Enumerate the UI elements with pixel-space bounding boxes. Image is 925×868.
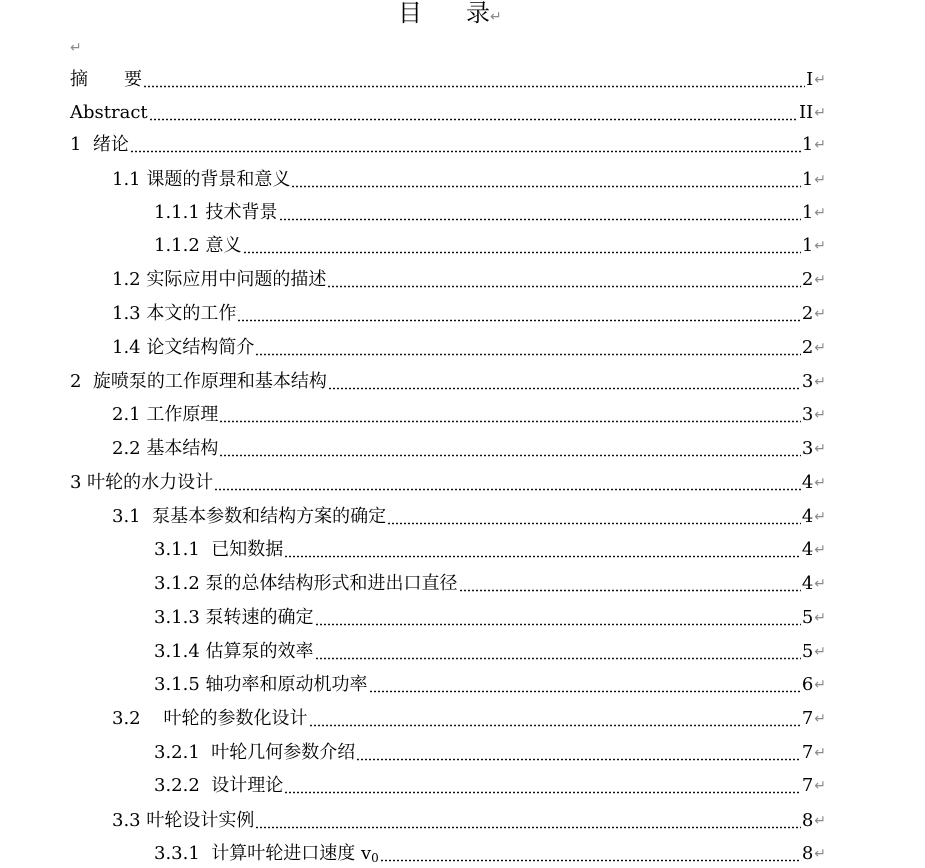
toc-leader xyxy=(143,66,805,94)
paragraph-mark-icon: ↵ xyxy=(814,542,826,558)
toc-entry-2-1[interactable] xyxy=(112,401,826,429)
toc-entry-label: 1.2 实际应用中问题的描述 xyxy=(112,269,327,290)
toc-page-number: 7 xyxy=(801,708,814,729)
paragraph-mark-icon: ↵ xyxy=(814,374,826,390)
paragraph-mark-icon: ↵ xyxy=(814,509,826,525)
toc-entry-3-1-5[interactable] xyxy=(154,671,826,699)
toc-entry-label: 3.1 泵基本参数和结构方案的确定 xyxy=(112,506,387,527)
toc-leader xyxy=(219,435,800,463)
toc-entry-label: 3.1.2 泵的总体结构形式和进出口直径 xyxy=(154,573,458,594)
paragraph-mark-icon: ↵ xyxy=(814,272,826,288)
toc-page-number: 1 xyxy=(801,169,814,190)
toc-entry-label: 2.2 基本结构 xyxy=(112,438,219,459)
toc-entry-3-2-1[interactable] xyxy=(154,739,826,767)
toc-entry-1-1-1[interactable] xyxy=(154,199,826,227)
toc-page-number: 7 xyxy=(801,775,814,796)
paragraph-mark-icon: ↵ xyxy=(814,205,826,221)
toc-entry-label: 3.2 叶轮的参数化设计 xyxy=(112,708,308,729)
subscript: 0 xyxy=(371,851,379,865)
toc-leader xyxy=(315,604,801,632)
toc-page-number: 2 xyxy=(801,303,814,324)
toc-entry-3-3-1[interactable] xyxy=(154,840,826,868)
toc-leader xyxy=(309,705,801,733)
toc-entry-label: 3.1.4 估算泵的效率 xyxy=(154,641,314,662)
toc-entry-label: 2 旋喷泵的工作原理和基本结构 xyxy=(70,371,327,392)
toc-title xyxy=(398,0,502,28)
toc-entry-label: 2.1 工作原理 xyxy=(112,404,219,425)
paragraph-mark-icon: ↵ xyxy=(70,40,82,56)
toc-entry-label: 1.1.2 意义 xyxy=(154,235,242,256)
paragraph-mark-icon: ↵ xyxy=(814,105,826,121)
toc-entry-3-1-3[interactable] xyxy=(154,604,826,632)
toc-entry-label: 1.4 论文结构简介 xyxy=(112,337,255,358)
toc-entry-label: 3.2.1 叶轮几何参数介绍 xyxy=(154,742,356,763)
toc-entry-label: 1.1.1 技术背景 xyxy=(154,202,278,223)
paragraph-mark-icon: ↵ xyxy=(814,475,826,491)
paragraph-mark-icon: ↵ xyxy=(490,9,502,25)
title-char-2: 录 xyxy=(466,0,490,27)
toc-page-number: 6 xyxy=(801,674,814,695)
toc-page-number: 3 xyxy=(801,371,814,392)
toc-page-number: 2 xyxy=(801,337,814,358)
toc-leader xyxy=(284,536,801,564)
toc-entry-label-text: 3.3.1 计算叶轮进口速度 v xyxy=(154,843,372,864)
paragraph-mark-icon: ↵ xyxy=(814,306,826,322)
toc-page-number: 8 xyxy=(801,843,814,864)
toc-leader xyxy=(219,401,800,429)
paragraph-mark-icon: ↵ xyxy=(814,172,826,188)
toc-leader xyxy=(243,232,801,260)
toc-page-number: 5 xyxy=(801,641,814,662)
toc-entry-label: 3.3 叶轮设计实例 xyxy=(112,810,255,831)
toc-entry-abstract-cn[interactable] xyxy=(70,66,826,94)
toc-leader xyxy=(369,671,801,699)
title-char-1: 目 xyxy=(398,0,422,27)
toc-page-number: 5 xyxy=(801,607,814,628)
toc-leader xyxy=(387,503,801,531)
toc-entry-label xyxy=(154,840,379,868)
toc-leader xyxy=(315,638,801,666)
toc-page-number: 1 xyxy=(801,134,814,155)
toc-page-number: I xyxy=(806,69,814,90)
toc-entry-1-3[interactable] xyxy=(112,300,826,328)
toc-leader xyxy=(459,570,801,598)
paragraph-mark-icon: ↵ xyxy=(814,846,826,862)
toc-leader xyxy=(130,131,801,159)
toc-leader xyxy=(356,739,801,767)
toc-page-number: II xyxy=(799,102,814,123)
toc-entry-label: 3.1.3 泵转速的确定 xyxy=(154,607,314,628)
toc-entry-label: 3 叶轮的水力设计 xyxy=(70,472,214,493)
toc-entry-label: 摘 要 xyxy=(70,69,142,90)
toc-leader xyxy=(255,807,800,835)
paragraph-mark-icon: ↵ xyxy=(814,813,826,829)
toc-leader xyxy=(327,266,800,294)
paragraph-mark-icon: ↵ xyxy=(814,745,826,761)
toc-leader xyxy=(284,772,801,800)
toc-entry-2-2[interactable] xyxy=(112,435,826,463)
paragraph-mark-icon: ↵ xyxy=(814,778,826,794)
toc-leader xyxy=(255,334,800,362)
toc-entry-3[interactable] xyxy=(70,469,826,497)
paragraph-mark-icon: ↵ xyxy=(814,711,826,727)
toc-entry-1-2[interactable] xyxy=(112,266,826,294)
paragraph-mark-icon: ↵ xyxy=(814,340,826,356)
toc-entry-3-1-4[interactable] xyxy=(154,638,826,666)
paragraph-mark-icon: ↵ xyxy=(814,137,826,153)
toc-leader xyxy=(380,840,801,868)
toc-entry-label: 3.1.5 轴功率和原动机功率 xyxy=(154,674,368,695)
paragraph-mark-icon: ↵ xyxy=(814,72,826,88)
toc-leader xyxy=(237,300,800,328)
toc-entry-label: 1 绪论 xyxy=(70,134,129,155)
paragraph-mark-icon: ↵ xyxy=(814,238,826,254)
toc-page-number: 4 xyxy=(801,539,814,560)
toc-entry-3-1[interactable] xyxy=(112,503,826,531)
toc-page-number: 3 xyxy=(801,404,814,425)
toc-entry-1-4[interactable] xyxy=(112,334,826,362)
toc-entry-abstract-en[interactable] xyxy=(70,99,826,127)
toc-entry-1[interactable] xyxy=(70,131,826,159)
toc-leader xyxy=(149,99,798,127)
toc-entry-3-2[interactable] xyxy=(112,705,826,733)
toc-page-number: 8 xyxy=(801,810,814,831)
paragraph-mark-icon: ↵ xyxy=(814,441,826,457)
toc-page-number: 2 xyxy=(801,269,814,290)
toc-entry-3-2-2[interactable] xyxy=(154,772,826,800)
toc-entry-1-1[interactable] xyxy=(112,166,826,194)
toc-leader xyxy=(279,199,801,227)
toc-leader xyxy=(328,368,801,396)
toc-entry-3-3[interactable] xyxy=(112,807,826,835)
toc-page-number: 7 xyxy=(801,742,814,763)
toc-page-number: 3 xyxy=(801,438,814,459)
toc-entry-3-1-1[interactable] xyxy=(154,536,826,564)
toc-entry-label: 1.3 本文的工作 xyxy=(112,303,237,324)
toc-page-number: 4 xyxy=(801,506,814,527)
toc-leader xyxy=(214,469,801,497)
toc-leader xyxy=(291,166,800,194)
toc-entry-label: 3.1.1 已知数据 xyxy=(154,539,284,560)
paragraph-mark-icon: ↵ xyxy=(814,610,826,626)
toc-page-number: 1 xyxy=(801,202,814,223)
toc-entry-1-1-2[interactable] xyxy=(154,232,826,260)
paragraph-mark-icon: ↵ xyxy=(814,644,826,660)
paragraph-mark-icon: ↵ xyxy=(814,407,826,423)
toc-page-number: 1 xyxy=(801,235,814,256)
paragraph-mark-icon: ↵ xyxy=(814,677,826,693)
toc-page-number: 4 xyxy=(801,573,814,594)
toc-entry-2[interactable] xyxy=(70,368,826,396)
toc-entry-label: 3.2.2 设计理论 xyxy=(154,775,284,796)
toc-page-number: 4 xyxy=(801,472,814,493)
toc-entry-label: Abstract xyxy=(70,102,148,123)
toc-entry-3-1-2[interactable] xyxy=(154,570,826,598)
toc-entry-label: 1.1 课题的背景和意义 xyxy=(112,169,291,190)
paragraph-mark-icon: ↵ xyxy=(814,576,826,592)
